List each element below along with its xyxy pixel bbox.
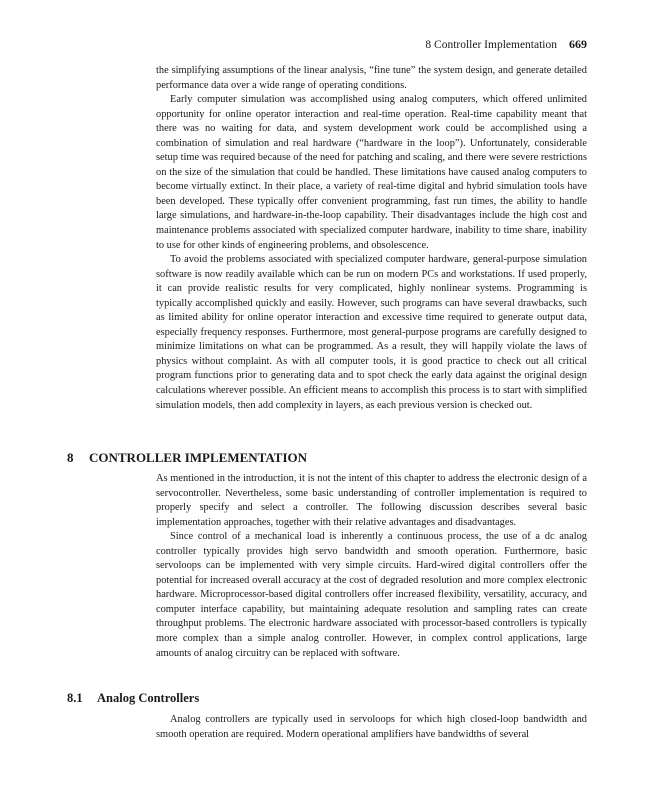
text-block-continued — [156, 64, 587, 413]
paragraph: As mentioned in the introduction, it is not the intent of this chapter to address the electronic design of a servocontroller. Nevertheless, some basic understanding of controller implementation is required to properly specify and select a controller. The following discussion describes several basic implementation approaches, together with their relative advantages and disadvantages. — [156, 473, 587, 528]
subsection-title: Analog Controllers — [97, 691, 200, 705]
subsection-heading — [67, 691, 199, 706]
section-heading — [67, 450, 307, 466]
paragraph: the simplifying assumptions of the linear analysis, “fine tune” the system design, and generate detailed performance data over a wide range of operating conditions. — [156, 65, 587, 91]
subsection-number: 8.1 — [67, 691, 83, 705]
section-body — [156, 472, 587, 661]
paragraph: Since control of a mechanical load is inherently a continuous process, the use of a dc analog controller typically provides high servo bandwidth and smooth operation. Furthermore, basic servoloops can be implemented with very simple circuits. Hard-wired digital controllers offer the potential for increased overall accuracy at the cost of degraded resolution and more complex electronic hardware. Microprocessor-based digital controllers offer increased flexibility, versatility, accuracy, and computer interface capability, but maintaining adequate resolution and sampling rates can create throughput problems. The electronic hardware associated with processor-based controllers is typically more complex than a simple analog controller. However, in complex control applications, large amounts of analog circuitry can be replaced with software. — [156, 531, 587, 659]
paragraph: Early computer simulation was accomplished using analog computers, which offered unlimited opportunity for online operator interaction and real-time operation. Real-time capability meant that there was no waiting for data, and system development work could be accomplished using a combination of simulation and real hardware (“hardware in the loop”). Unfortunately, considerable setup time was required because of the need for patching and scaling, and there were severe restrictions on the size of the simulation that could be handled. These limitations have caused analog computers to become virtually extinct. In their place, a variety of real-time digital and hybrid simulation tools have been developed. These typically offer convenient programming, fast run times, the ability to handle large simulations, and hardware-in-the-loop capability. Their disadvantages include the high cost and maintenance problems associated with specialized computer hardware, inability to time share, inability to use for other kinds of engineering problems, and obsolescence. — [156, 94, 587, 251]
running-head-chapter: 8 Controller Implementation — [425, 39, 557, 51]
section-number: 8 — [67, 450, 74, 465]
page-number: 669 — [569, 37, 587, 51]
subsection-body — [156, 713, 587, 742]
running-head — [0, 37, 587, 52]
paragraph: To avoid the problems associated with specialized computer hardware, general-purpose simulation software is now readily available which can be run on modern PCs and workstations. If used properly, it can provide realistic results for very complicated, highly nonlinear systems. Programming is typically accomplished quickly and easily. However, such programs can have several drawbacks, such as limited ability for online operator interaction and excessive time required to generate output data, especially frequency responses. Furthermore, most general-purpose programs are carefully designed to minimize limitations on what can be programmed. As a result, they will happily violate the laws of physics without complaint. As with all computer tools, it is good practice to check out all critical program functions prior to generating data and to spot check the early data against the original design calculations wherever possible. An efficient means to accomplish this process is to start with simplified simulation models, then add complexity in layers, as each previous version is checked out. — [156, 254, 587, 411]
section-title: CONTROLLER IMPLEMENTATION — [89, 450, 308, 465]
paragraph: Analog controllers are typically used in servoloops for which high closed-loop bandwidth and smooth operation are required. Modern operational amplifiers have bandwidths of several — [156, 714, 587, 740]
